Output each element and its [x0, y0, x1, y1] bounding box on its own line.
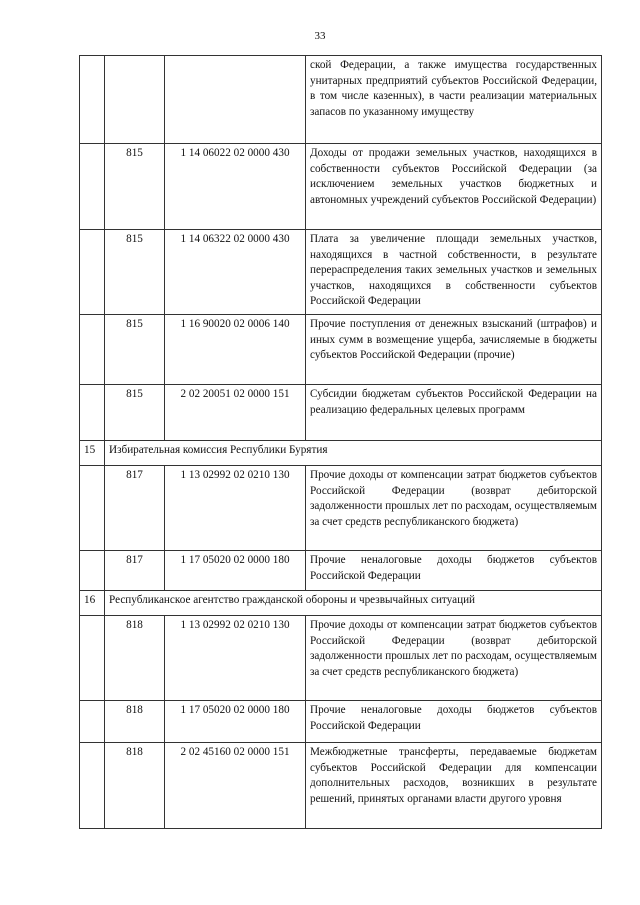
classification-code-cell: 1 17 05020 02 0000 180 [165, 701, 306, 743]
section-number: 15 [80, 441, 105, 466]
classification-code-cell: 1 13 02992 02 0210 130 [165, 616, 306, 701]
section-row [80, 591, 602, 616]
admin-code-cell: 818 [105, 743, 165, 829]
section-row [80, 441, 602, 466]
admin-code-cell: 817 [105, 551, 165, 591]
classification-code-cell: 2 02 20051 02 0000 151 [165, 385, 306, 441]
row-number-cell [80, 743, 105, 829]
section-title: Республиканское агентство гражданской обороны и чрезвычайных ситуаций [105, 591, 602, 616]
row-number-cell [80, 56, 105, 144]
description-cell: Субсидии бюджетам субъектов Российской Федерации на реализацию федеральных целевых программ [306, 385, 602, 441]
page-number: 33 [314, 30, 326, 42]
description-cell: Прочие поступления от денежных взысканий (штрафов) и иных сумм в возмещение ущерба, зачисляемые в бюджеты субъектов Российской Федерации (прочие) [306, 315, 602, 385]
description-cell: Прочие неналоговые доходы бюджетов субъектов Российской Федерации [306, 551, 602, 591]
classification-code-cell: 1 14 06322 02 0000 430 [165, 230, 306, 315]
admin-code-cell: 818 [105, 616, 165, 701]
description-cell: Прочие неналоговые доходы бюджетов субъектов Российской Федерации [306, 701, 602, 743]
admin-code-cell: 815 [105, 315, 165, 385]
section-number: 16 [80, 591, 105, 616]
row-number-cell [80, 315, 105, 385]
admin-code-cell: 815 [105, 385, 165, 441]
classification-code-cell: 2 02 45160 02 0000 151 [165, 743, 306, 829]
admin-code-cell: 817 [105, 466, 165, 551]
table-row [80, 230, 602, 315]
revenue-table [79, 55, 602, 829]
classification-code-cell: 1 13 02992 02 0210 130 [165, 466, 306, 551]
section-title: Избирательная комиссия Республики Бурятия [105, 441, 602, 466]
classification-code-cell: 1 14 06022 02 0000 430 [165, 144, 306, 230]
row-number-cell [80, 701, 105, 743]
row-number-cell [80, 616, 105, 701]
description-cell: Доходы от продажи земельных участков, находящихся в собственности субъектов Российской Федерации (за исключением земельных участков бюджетных и автономных учреждений субъектов Российской Федерации) [306, 144, 602, 230]
admin-code-cell [105, 56, 165, 144]
table-row [80, 144, 602, 230]
description-cell: Плата за увеличение площади земельных участков, находящихся в частной собственности, в результате перераспределения таких земельных участков и земельных участков, находящихся в собственности субъектов Российской Федерации [306, 230, 602, 315]
description-cell: Прочие доходы от компенсации затрат бюджетов субъектов Российской Федерации (возврат дебиторской задолженности прошлых лет по расходам, осуществляемым за счет средств республиканского бюджета) [306, 466, 602, 551]
row-number-cell [80, 385, 105, 441]
admin-code-cell: 815 [105, 230, 165, 315]
table-row [80, 743, 602, 829]
row-number-cell [80, 466, 105, 551]
admin-code-cell: 818 [105, 701, 165, 743]
classification-code-cell [165, 56, 306, 144]
description-cell: Прочие доходы от компенсации затрат бюджетов субъектов Российской Федерации (возврат дебиторской задолженности прошлых лет по расходам, осуществляемым за счет средств республиканского бюджета) [306, 616, 602, 701]
description-cell: ской Федерации, а также имущества государственных унитарных предприятий субъектов Российской Федерации, в том числе казенных), в части реализации материальных запасов по указанному имуществу [306, 56, 602, 144]
admin-code-cell: 815 [105, 144, 165, 230]
table-row [80, 56, 602, 144]
table-row [80, 385, 602, 441]
classification-code-cell: 1 16 90020 02 0006 140 [165, 315, 306, 385]
row-number-cell [80, 551, 105, 591]
classification-code-cell: 1 17 05020 02 0000 180 [165, 551, 306, 591]
description-cell: Межбюджетные трансферты, передаваемые бюджетам субъектов Российской Федерации для компенсации дополнительных расходов, возникших в результате решений, принятых органами власти другого уровня [306, 743, 602, 829]
table-row [80, 466, 602, 551]
table-row [80, 315, 602, 385]
row-number-cell [80, 230, 105, 315]
table-row [80, 616, 602, 701]
table-row [80, 551, 602, 591]
table-row [80, 701, 602, 743]
row-number-cell [80, 144, 105, 230]
